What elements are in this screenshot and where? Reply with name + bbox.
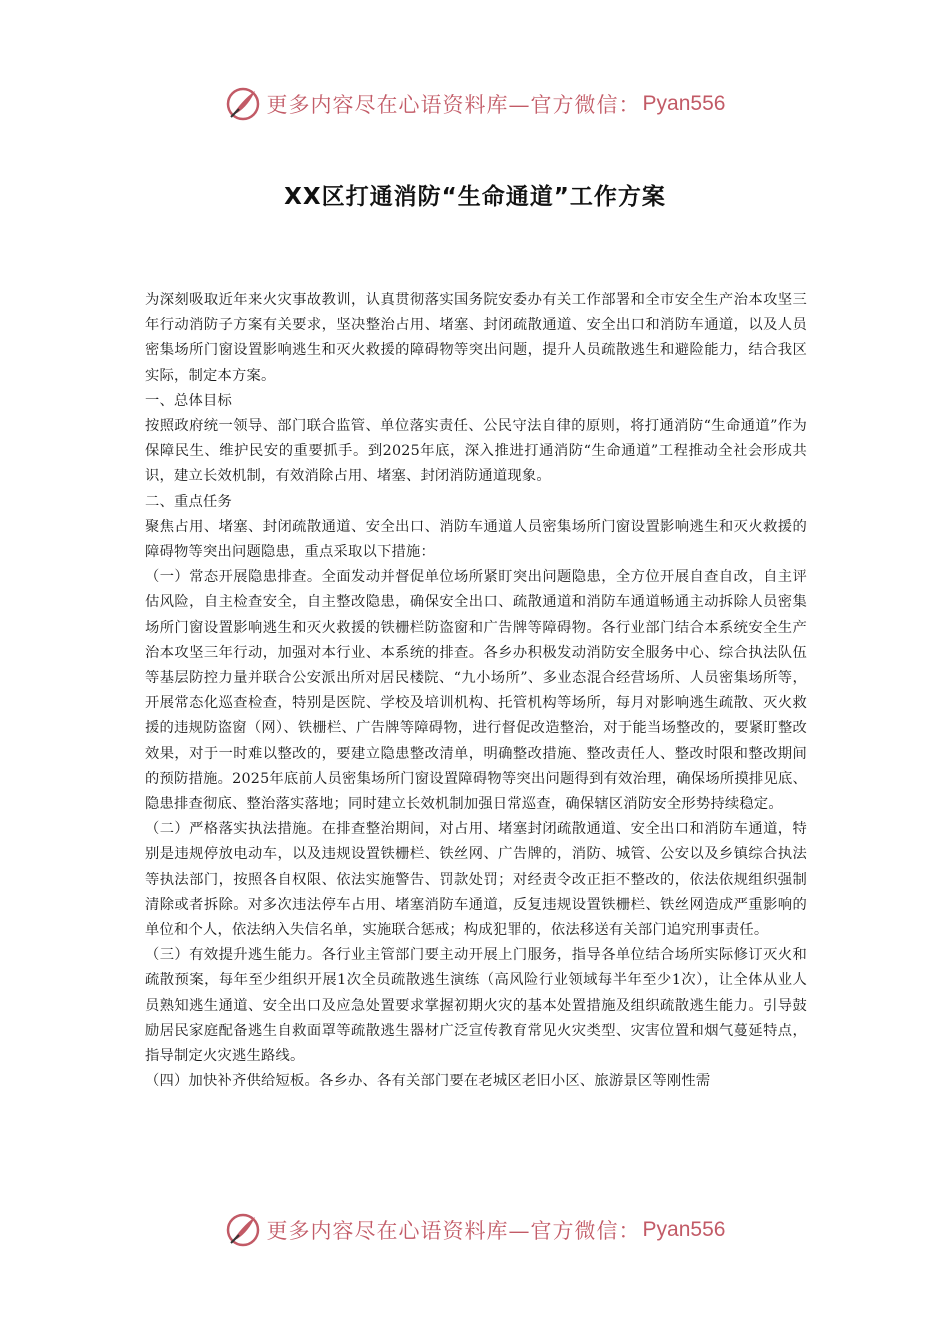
document-body bbox=[145, 288, 807, 1095]
heading-key-tasks: 二、重点任务 bbox=[145, 493, 232, 510]
feather-pen-logo-icon bbox=[225, 1212, 261, 1248]
paragraph-task-2: （二）严格落实执法措施。在排查整治期间，对占用、堵塞封闭疏散通道、安全出口和消防车通道，特别是违规停放电动车，以及违规设置铁栅栏、铁丝网、广告牌的，消防、城管、公安以及乡镇综合执法等执法部门，按照各自权限、依法实施警告、罚款处罚；对经责令改正拒不整改的，依法依规组织强制清除或者拆除。对多次违法停车占用、堵塞消防车通道，反复违规设置铁栅栏、铁丝网造成严重影响的单位和个人，依法纳入失信名单，实施联合惩戒；构成犯罪的，依法移送有关部门追究刑事责任。 bbox=[145, 821, 807, 939]
watermark-text: 更多内容尽在心语资料库—官方微信： bbox=[266, 93, 641, 117]
paragraph-key-tasks-intro: 聚焦占用、堵塞、封闭疏散通道、安全出口、消防车通道人员密集场所门窗设置影响逃生和灭火救援的障碍物等突出问题隐患，重点采取以下措施： bbox=[145, 518, 807, 561]
paragraph-task-4: （四）加快补齐供给短板。各乡办、各有关部门要在老城区老旧小区、旅游景区等刚性需 bbox=[145, 1073, 711, 1090]
watermark-text: 更多内容尽在心语资料库—官方微信： bbox=[266, 1219, 641, 1243]
heading-overall-goal: 一、总体目标 bbox=[145, 392, 232, 409]
feather-pen-logo-icon bbox=[225, 86, 261, 122]
paragraph-task-1: （一）常态开展隐患排查。全面发动并督促单位场所紧盯突出问题隐患，全方位开展自查自改，自主评估风险，自主检查安全，自主整改隐患，确保安全出口、疏散通道和消防车通道畅通主动拆除人员密集场所门窗设置影响逃生和灭火救援的铁栅栏防盗窗和广告牌等障碍物。各行业部门结合本系统安全生产治本攻坚三年行动，加强对本行业、本系统的排查。各乡办积极发动消防安全服务中心、综合执法队伍等基层防控力量并联合公安派出所对居民楼院、“九小场所”、多业态混合经营场所、人员密集场所等，开展常态化巡查检查，特别是医院、学校及培训机构、托管机构等场所，每月对影响逃生疏散、灭火救援的违规防盗窗（网）、铁栅栏、广告牌等障碍物，进行督促改造整治，对于能当场整改的，要紧盯整改效果，对于一时难以整改的，要建立隐患整改清单，明确整改措施、整改责任人、整改时限和整改期间的预防措施。2025年底前人员密集场所门窗设置障碍物等突出问题得到有效治理，确保场所摸排见底、隐患排查彻底、整治落实落地；同时建立长效机制加强日常巡查，确保辖区消防安全形势持续稳定。 bbox=[145, 569, 807, 813]
watermark-header bbox=[0, 82, 950, 126]
document-title: XX区打通消防“生命通道”工作方案 bbox=[284, 184, 666, 210]
paragraph-goal: 按照政府统一领导、部门联合监管、单位落实责任、公民守法自律的原则，将打通消防“生命通道”作为保障民生、维护民安的重要抓手。到2025年底，深入推进打通消防“生命通道”工程推动全社会形成共识，建立长效机制，有效消除占用、堵塞、封闭消防通道现象。 bbox=[145, 418, 807, 485]
watermark-footer bbox=[0, 1208, 950, 1252]
watermark-wechat-id: Pyan556 bbox=[642, 92, 726, 115]
paragraph-task-3: （三）有效提升逃生能力。各行业主管部门要主动开展上门服务，指导各单位结合场所实际修订灭火和疏散预案，每年至少组织开展1次全员疏散逃生演练（高风险行业领域每半年至少1次），让全体从业人员熟知逃生通道、安全出口及应急处置要求掌握初期火灾的基本处置措施及组织疏散逃生能力。引导鼓励居民家庭配备逃生自救面罩等疏散逃生器材广泛宣传教育常见火灾类型、灾害位置和烟气蔓延特点，指导制定火灾逃生路线。 bbox=[145, 947, 807, 1065]
watermark-wechat-id: Pyan556 bbox=[642, 1218, 726, 1241]
paragraph-intro: 为深刻吸取近年来火灾事故教训，认真贯彻落实国务院安委办有关工作部署和全市安全生产治本攻坚三年行动消防子方案有关要求，坚决整治占用、堵塞、封闭疏散通道、安全出口和消防车通道，以及人员密集场所门窗设置影响逃生和灭火救援的障碍物等突出问题，提升人员疏散逃生和避险能力，结合我区实际，制定本方案。 bbox=[145, 292, 807, 384]
